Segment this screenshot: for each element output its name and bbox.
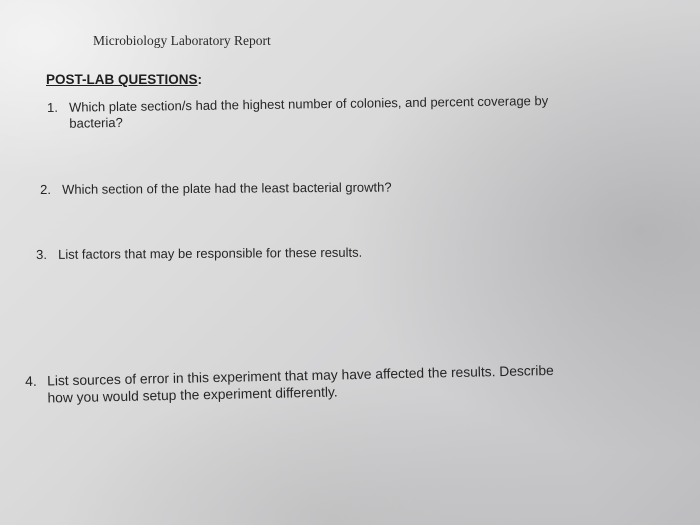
question-text-continued: how you would setup the experiment differently. [47, 384, 338, 406]
question-number: 1. [47, 99, 59, 115]
question-number: 2. [40, 181, 51, 197]
question-text-continued: bacteria? [69, 114, 123, 131]
question-1 [47, 92, 647, 132]
question-text: List factors that may be responsible for these results. [57, 244, 363, 262]
question-number: 4. [25, 373, 37, 389]
question-3 [36, 243, 636, 263]
question-text: Which plate section/s had the highest number of colonies, and percent coverage by [68, 93, 549, 115]
report-header: Microbiology Laboratory Report [93, 33, 271, 48]
question-4 [25, 360, 666, 407]
question-2 [40, 178, 640, 198]
question-text: Which section of the plate had the least bacterial growth? [61, 179, 392, 197]
section-title-colon: : [197, 72, 203, 87]
section-title-text: POST-LAB QUESTIONS [46, 72, 198, 87]
question-text: List sources of error in this experiment that may have affected the results. Describe [47, 362, 554, 389]
section-title [46, 72, 202, 87]
question-number: 3. [36, 246, 47, 262]
